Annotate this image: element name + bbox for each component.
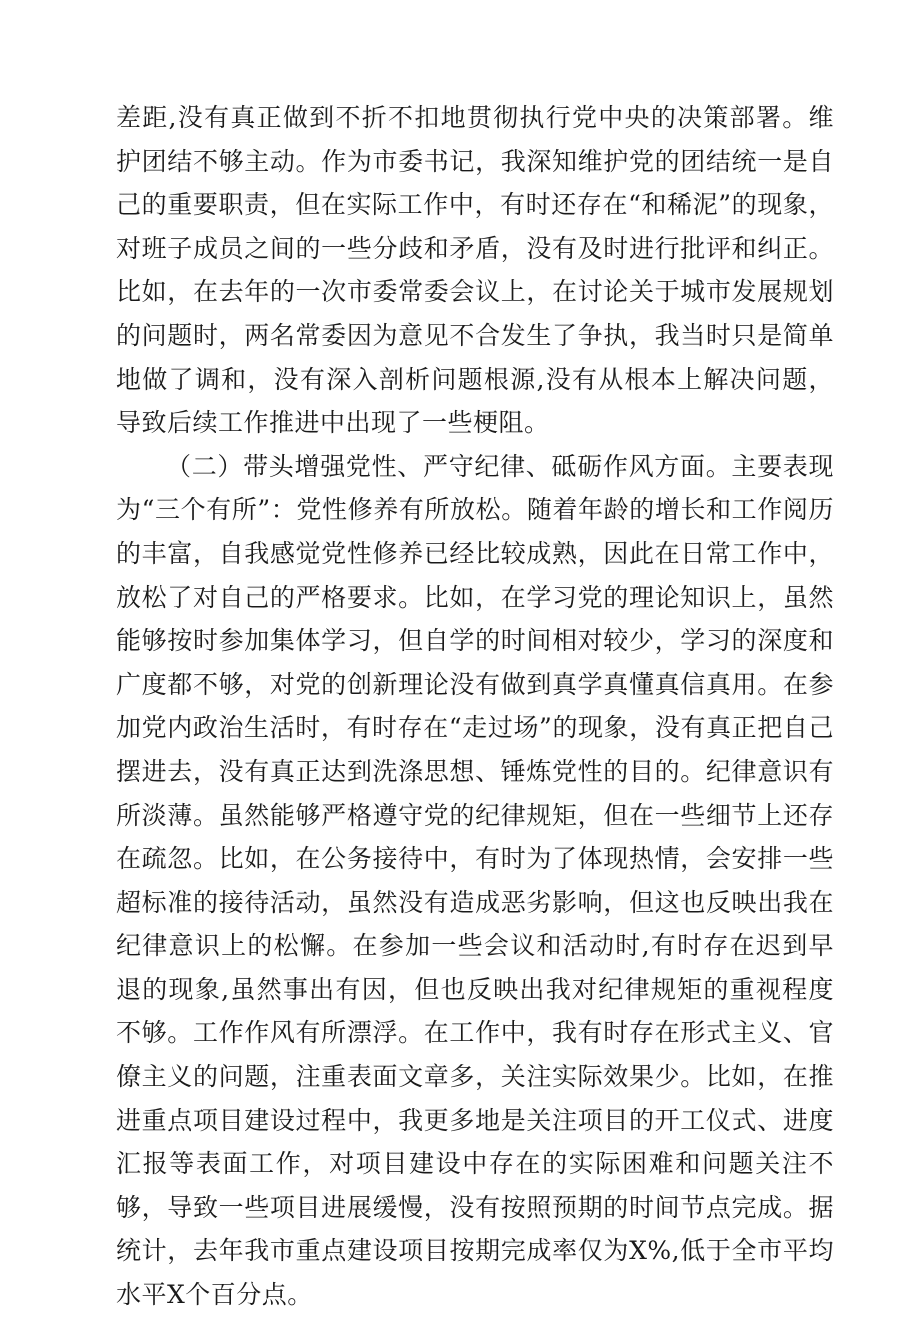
document-body — [116, 96, 834, 1317]
paragraph-continuation: 差距,没有真正做到不折不扣地贯彻执行党中央的决策部署。维护团结不够主动。作为市委书记，我深知维护党的团结统一是自己的重要职责，但在实际工作中，有时还存在“和稀泥”的现象，对班子成员之间的一些分歧和矛盾，没有及时进行批评和纠正。比如，在去年的一次市委常委会议上，在讨论关于城市发展规划的问题时，两名常委因为意见不合发生了争执，我当时只是简单地做了调和，没有深入剖析问题根源,没有从根本上解决问题，导致后续工作推进中出现了一些梗阻。 — [116, 103, 834, 438]
paragraph-section-two: （二）带头增强党性、严守纪律、砥砺作风方面。主要表现为“三个有所”：党性修养有所放松。随着年龄的增长和工作阅历的丰富，自我感觉党性修养已经比较成熟，因此在日常工作中，放松了对自己的严格要求。比如，在学习党的理论知识上，虽然能够按时参加集体学习，但自学的时间相对较少，学习的深度和广度都不够，对党的创新理论没有做到真学真懂真信真用。在参加党内政治生活时，有时存在“走过场”的现象，没有真正把自己摆进去，没有真正达到洗涤思想、锤炼党性的目的。纪律意识有所淡薄。虽然能够严格遵守党的纪律规矩，但在一些细节上还存在疏忽。比如，在公务接待中，有时为了体现热情，会安排一些超标准的接待活动，虽然没有造成恶劣影响，但这也反映出我在纪律意识上的松懈。在参加一些会议和活动时,有时存在迟到早退的现象,虽然事出有因，但也反映出我对纪律规矩的重视程度不够。工作作风有所漂浮。在工作中，我有时存在形式主义、官僚主义的问题，注重表面文章多，关注实际效果少。比如，在推进重点项目建设过程中，我更多地是关注项目的开工仪式、进度汇报等表面工作，对项目建设中存在的实际困难和问题关注不够，导致一些项目进展缓慢，没有按照预期的时间节点完成。据统计，去年我市重点建设项目按期完成率仅为X%,低于全市平均水平X个百分点。 — [116, 451, 834, 1310]
